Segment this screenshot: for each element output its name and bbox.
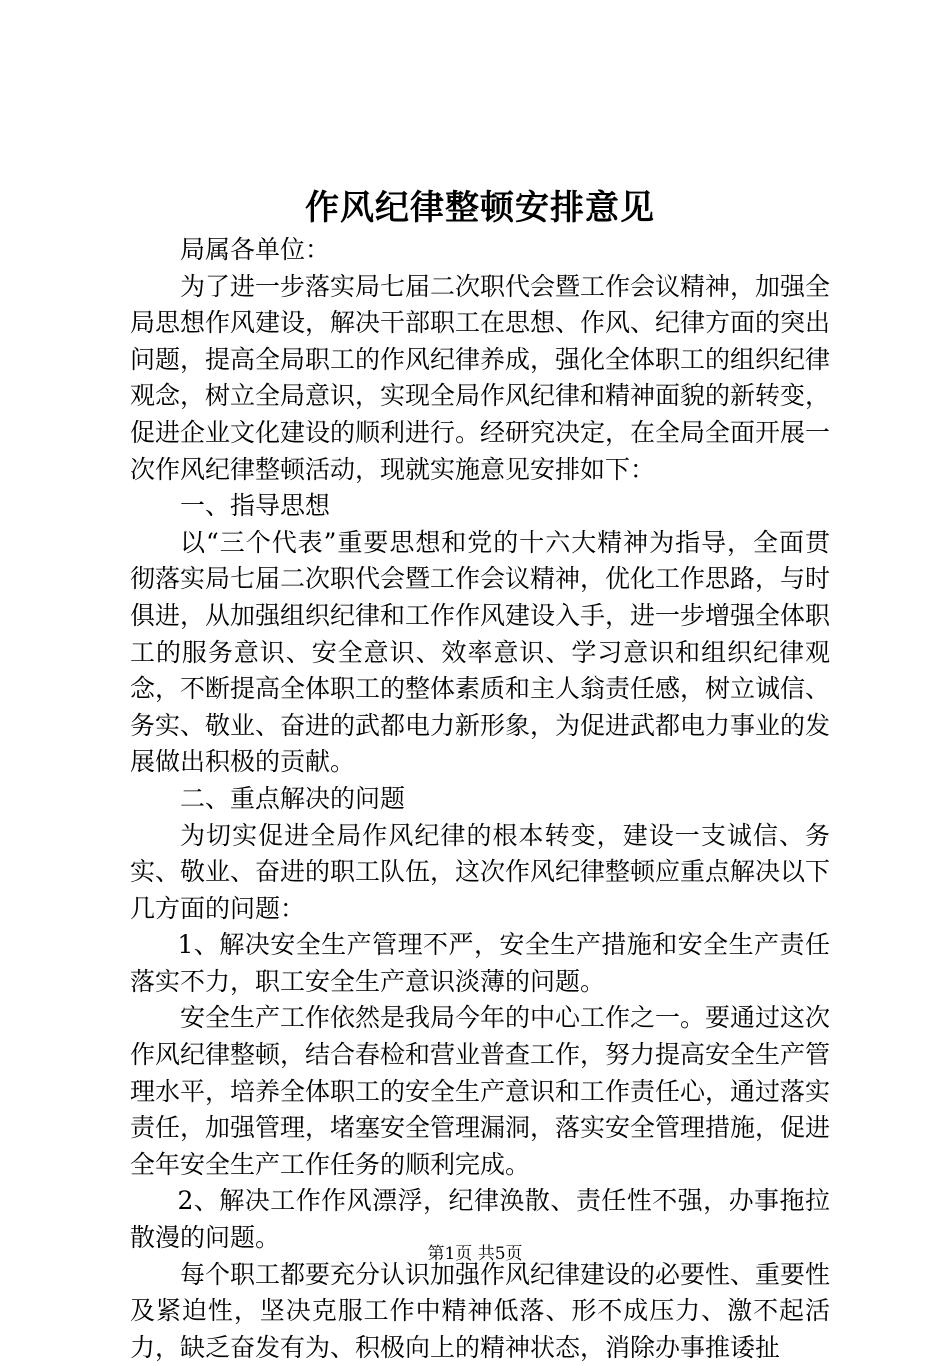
key-problems-paragraph: 为切实促进全局作风纪律的根本转变，建设一支诚信、务实、敬业、奋进的职工队伍，这次作风纪律整顿应重点解决以下几方面的问题： (130, 820, 831, 923)
section-heading-guiding-ideology: 一、指导思想 (180, 491, 331, 521)
document-title: 作风纪律整顿安排意见 (305, 188, 655, 228)
intro-paragraph: 为了进一步落实局七届二次职代会暨工作会议精神，加强全局思想作风建设，解决干部职工在思想、作风、纪律方面的突出问题，提高全局职工的作风纪律养成，强化全体职工的组织纪律观念，树立全局意识，实现全局作风纪律和精神面貌的新转变，促进企业文化建设的顺利进行。经研究决定，在全局全面开展一次作风纪律整顿活动，现就实施意见安排如下： (130, 271, 831, 484)
safety-production-paragraph: 安全生产工作依然是我局今年的中心工作之一。要通过这次作风纪律整顿，结合春检和营业普查工作，努力提高安全生产管理水平，培养全体职工的安全生产意识和工作责任心，通过落实责任，加强管理，堵塞安全管理漏洞，落实安全管理措施，促进全年安全生产工作任务的顺利完成。 (130, 1003, 831, 1179)
numbered-item-1: 1、解决安全生产管理不严，安全生产措施和安全生产责任落实不力，职工安全生产意识淡薄的问题。 (130, 930, 830, 996)
guiding-ideology-paragraph: 以“三个代表”重要思想和党的十六大精神为指导，全面贯彻落实局七届二次职代会暨工作会议精神，优化工作思路，与时俱进，从加强组织纪律和工作作风建设入手，进一步增强全体职工的服务意识、安全意识、效率意识、学习意识和组织纪律观念，不断提高全体职工的整体素质和主人翁责任感，树立诚信、务实、敬业、奋进的武都电力新形象，为促进武都电力事业的发展做出积极的贡献。 (130, 527, 831, 777)
numbered-item-2: 2、解决工作作风漂浮，纪律涣散、责任性不强，办事拖拉散漫的问题。 (130, 1186, 830, 1253)
page-number: 第1页 共5页 (427, 1244, 523, 1264)
section-heading-key-problems: 二、重点解决的问题 (180, 783, 406, 813)
page-footer (0, 1243, 950, 1265)
document-body (130, 232, 830, 1366)
work-style-paragraph: 每个职工都要充分认识加强作风纪律建设的必要性、重要性及紧迫性，坚决克服工作中精神低落、形不成压力、激不起活力，缺乏奋发有为、积极向上的精神状态，消除办事推诿扯 (130, 1259, 831, 1362)
document-page (130, 0, 831, 1362)
salutation: 局属各单位： (180, 235, 331, 264)
